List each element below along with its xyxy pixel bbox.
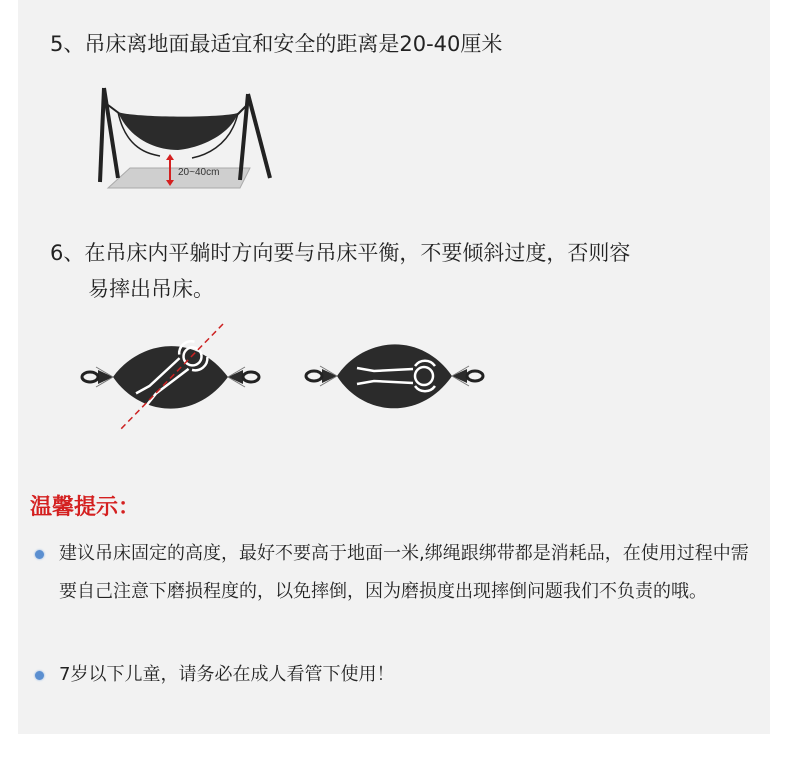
step-6-line-2: 易摔出吊床。 bbox=[88, 277, 214, 301]
step-6-text bbox=[50, 235, 762, 307]
hammock-stand-illustration bbox=[90, 80, 290, 195]
step-6-line-1: 6、在吊床内平躺时方向要与吊床平衡，不要倾斜过度，否则容 bbox=[50, 241, 631, 265]
tip-item bbox=[35, 535, 759, 611]
bullet-icon bbox=[35, 671, 44, 680]
warning-title: 温馨提示： bbox=[30, 495, 141, 520]
step-5-text: 5、吊床离地面最适宜和安全的距离是20-40厘米 bbox=[50, 32, 503, 56]
distance-label: 20~40cm bbox=[178, 167, 220, 178]
hammock-tilted-person-illustration bbox=[78, 322, 268, 434]
tip-text: 建议吊床固定的高度，最好不要高于地面一米,绑绳跟绑带都是消耗品，在使用过程中需要自己注意下磨损程度的，以免摔倒，因为磨损度出现摔倒问题我们不负责的哦。 bbox=[59, 543, 749, 602]
bullet-icon bbox=[35, 550, 44, 559]
tip-text: 7岁以下儿童，请务必在成人看管下使用！ bbox=[59, 664, 395, 685]
tip-item bbox=[35, 656, 759, 694]
hammock-level-person-illustration bbox=[302, 330, 492, 422]
